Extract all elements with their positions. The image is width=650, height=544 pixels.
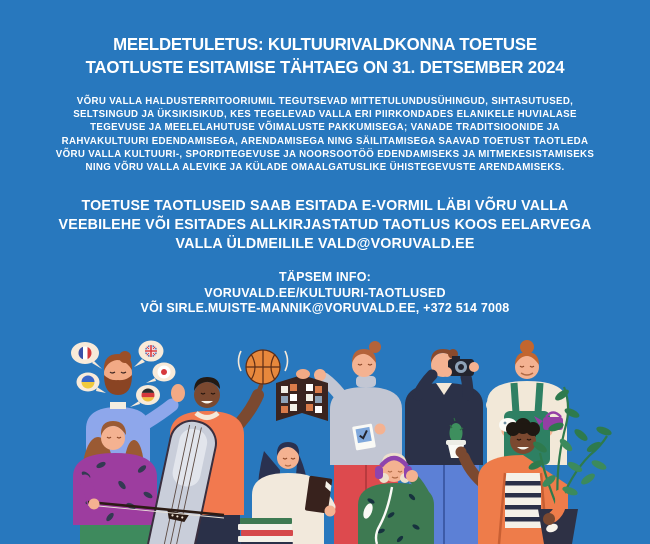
polaroid-photo-icon xyxy=(352,423,376,450)
body-line-2: SELTSINGUD JA ÜKSIKISIKUD, KES TEGELEVAD VALLA ERI PIIRKONDADES ELANIKELE HUVIALASE xyxy=(73,109,577,121)
speech-bubble-uk-flag-icon xyxy=(134,341,164,368)
info-block xyxy=(0,270,650,317)
info-contact: VÕI SIRLE.MUISTE-MANNIK@VORUVALD.EE, +372 514 7008 xyxy=(140,301,510,315)
body-line-1: VÕRU VALLA HALDUSTERRITOORIUMIL TEGUTSEVAD MITTETULUNDUSÜHINGUD, SIHTASUTUSED, xyxy=(76,96,574,107)
info-heading: TÄPSEM INFO: xyxy=(279,270,371,284)
speech-bubble-germany-flag-icon xyxy=(130,385,160,407)
submission-line-1: TOETUSE TAOTLUSEID SAAB ESITADA E-VORMIL LÄBI VÕRU VALLA xyxy=(81,197,569,214)
body-line-6: NING VÕRU VALLA ALEVIKE JA KÜLADE OMAALGATUSLIKE ÜHISTEGEVUSTE ARENDAMISEKS. xyxy=(85,162,565,174)
reading-woman xyxy=(238,442,336,544)
submission-line-3: VALLA ÜLDMEILILE VALD@VORUVALD.EE xyxy=(175,235,475,252)
info-website: VORUVALD.EE/KULTUURI-TAOTLUSED xyxy=(204,285,446,300)
submission-paragraph xyxy=(16,196,634,253)
speech-bubble-ukraine-flag-icon xyxy=(77,373,107,394)
submission-line-2: VEEBILEHE VÕI ESITADES ALLKIRJASTATUD TAOTLUS KOOS EELARVEGA xyxy=(58,216,592,233)
body-line-3: TEGEVUSE JA MEELELAHUTUSE VÕIMALUSTE PAKKUMISEGA; VANADE TRADITSIOONIDE JA xyxy=(90,122,560,134)
book-stack-icon xyxy=(238,518,293,544)
body-line-5: VÕRU VALLA KULTUURI-, SPORDITEGEVUSE JA NOORSOOTÖÖ EDENDAMISEKS JA MITMEKESISTAMISEKS xyxy=(55,148,595,160)
speech-bubble-france-flag-icon xyxy=(71,342,102,369)
headline-line-2: TAOTLUSTE ESITAMISE TÄHTAEG ON 31. DETSEMBER 2024 xyxy=(85,57,565,77)
basketball-icon xyxy=(239,350,288,384)
people-illustration xyxy=(0,325,650,544)
headline-line-1: MEELDETULETUS: KULTUURIVALDKONNA TOETUSE xyxy=(113,34,537,54)
body-line-4: RAHVAKULTUURI EDENDAMISEGA, ARENDAMISEGA NING SÄILITAMISEGA SAAVAD TOETUST TAOTLEDA xyxy=(61,135,589,147)
speech-bubble-japan-flag-icon xyxy=(146,363,176,384)
headline xyxy=(13,33,637,79)
body-paragraph xyxy=(0,95,650,174)
